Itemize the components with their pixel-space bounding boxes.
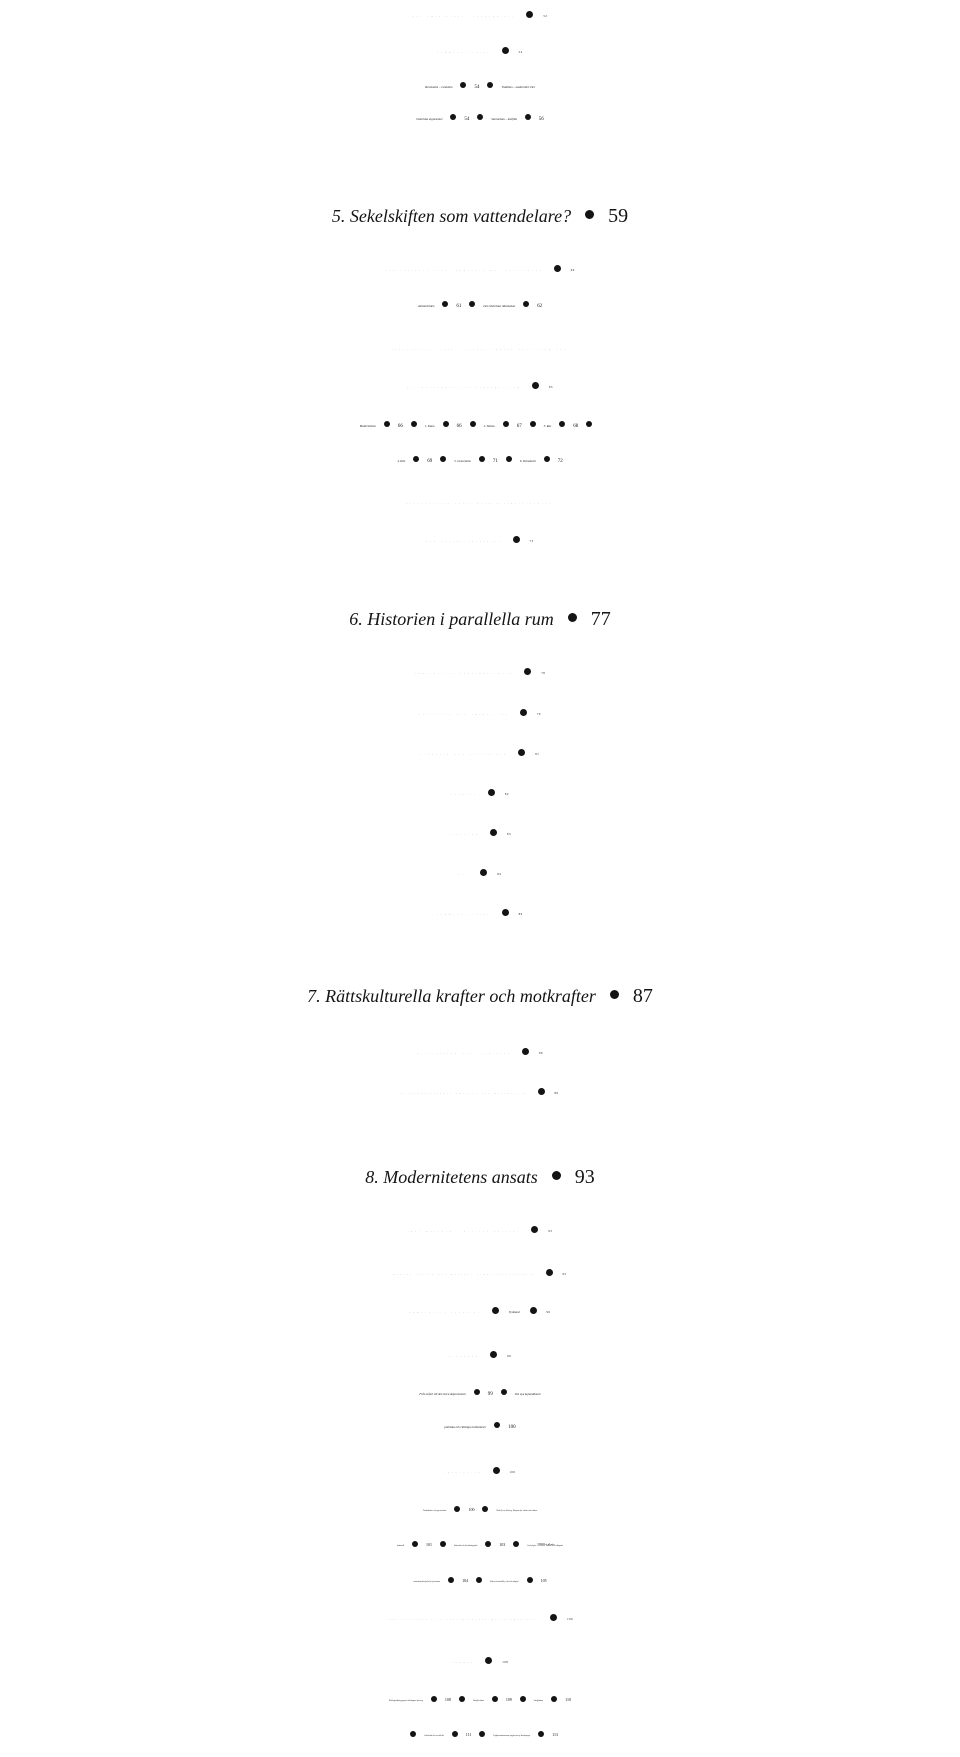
subentry-title: Det nya kejsardömets <box>514 1392 541 1396</box>
subentry-title: Ateismstriden <box>417 304 435 308</box>
subentry-title: Rikslagstiftning genom riksdagens försorg <box>389 1700 423 1702</box>
page-number: 54 <box>474 85 480 90</box>
toc-entry <box>0 1217 960 1247</box>
subentry-title: Revolution – evolution <box>425 85 453 89</box>
page-number: 72 <box>557 459 563 464</box>
bullet-icon <box>520 1696 526 1702</box>
page-number: 93 <box>548 1229 553 1233</box>
bullet-icon <box>506 456 512 462</box>
toc-entry <box>0 1458 960 1488</box>
toc-subentries <box>0 1495 960 1526</box>
page-number: 95 <box>562 1272 567 1276</box>
bullet-icon <box>470 421 476 427</box>
page-number: 89 <box>554 1091 559 1095</box>
subentry-title: Sociologin: <box>527 1545 537 1547</box>
entry-title: RÄTTSKULTURERNAS KRAFTER OCH MOTKRAFTER <box>401 1094 528 1095</box>
bullet-icon <box>544 456 550 462</box>
page-number: 73 <box>529 539 534 543</box>
subentry-title: 6. Demokrati <box>519 459 536 463</box>
page-number: 110 <box>565 1697 571 1702</box>
page-number: 106 <box>567 1617 574 1621</box>
bullet-icon <box>452 1731 458 1737</box>
entry-title: NATIONALROMANTISK KONSERVATISM <box>407 388 522 389</box>
entry-title: MODERN TEKNIK OCH MODERNA SAMHÄLLSINGENJÖRER <box>393 1275 536 1276</box>
toc-entry <box>0 1297 960 1328</box>
toc-subentries <box>0 1720 960 1751</box>
page-number: 103 <box>499 1542 506 1547</box>
toc-subentries <box>0 446 960 477</box>
bullet-icon <box>485 1541 491 1547</box>
page-number: 93 <box>574 1166 595 1188</box>
subentry-title: Lagkommentarerna speglar en ny kunskapsyn <box>493 1735 531 1737</box>
entry-title: SVERIGE <box>451 795 478 796</box>
toc-entry <box>0 491 960 519</box>
chapter-heading <box>0 194 960 238</box>
page-number: 67 <box>516 424 522 429</box>
page-number: 68 <box>573 424 579 429</box>
bullet-icon <box>459 1696 465 1702</box>
bullet-icon <box>552 1171 561 1180</box>
toc-entry <box>0 256 960 286</box>
subentry-title: 3. Ras <box>543 424 552 428</box>
bullet-icon <box>485 1657 492 1664</box>
subentry-title: 1. Klass <box>424 424 435 428</box>
bullet-icon <box>520 709 527 716</box>
page-number: 100 <box>468 1507 475 1512</box>
bullet-icon <box>384 421 390 427</box>
bullet-icon <box>442 301 448 307</box>
subentry-title: Samverkan – konflikt <box>491 117 517 121</box>
toc-entry <box>0 780 960 810</box>
bullet-icon <box>460 82 466 88</box>
entry-title: BAKGRUND <box>448 1357 481 1358</box>
chapter-heading <box>0 1155 960 1199</box>
bullet-icon <box>503 421 509 427</box>
entry-title: SEKELSKIFTET 1900: INTERNATIONELL SOCIALISM OCH <box>391 350 569 351</box>
subentry-title: Tyskland <box>508 1310 520 1314</box>
toc-entry <box>0 659 960 689</box>
bullet-icon <box>513 536 520 543</box>
toc-subentries <box>0 1566 960 1597</box>
subentry-title: 2. Nation <box>483 424 495 428</box>
page-number: 109 <box>505 1697 512 1702</box>
entry-title: NORMER <box>451 1663 476 1664</box>
subentry-title: ändamål <box>397 1545 405 1547</box>
subentry-title: Statsrätt och förvaltningsrätt <box>454 1545 478 1547</box>
toc-subentries <box>0 1530 960 1561</box>
bullet-icon <box>502 909 509 916</box>
bullet-icon <box>559 421 565 427</box>
subentry-title: Den historiska rättsskolan <box>483 304 516 308</box>
chapter-title: 8. Modernitetens ansats <box>365 1167 538 1187</box>
bullet-icon <box>454 1506 460 1512</box>
entry-title: IDEOLOGIER <box>444 1473 483 1474</box>
chapter-heading <box>0 597 960 641</box>
bullet-icon <box>474 1389 480 1395</box>
bullet-icon <box>413 456 419 462</box>
entry-title: RECEPTION OCH IMPOSITION <box>419 715 510 716</box>
bullet-icon <box>531 1226 538 1233</box>
toc-subentries <box>0 1685 960 1716</box>
toc-entry <box>0 860 960 890</box>
bullet-icon <box>538 1731 544 1737</box>
bullet-icon <box>440 1541 446 1547</box>
page-number: 113 <box>552 1732 558 1737</box>
page-number: 54 <box>518 50 523 54</box>
toc-entry <box>0 1260 960 1290</box>
bullet-icon <box>479 456 485 462</box>
toc-subentries <box>0 411 960 442</box>
subentry-title: Pandektister och germanister <box>422 1510 447 1512</box>
chapter-title: 6. Historien i parallella rum <box>349 609 554 629</box>
subentry-title: viktigaste <box>555 1545 563 1547</box>
page-number: 89 <box>538 1051 543 1055</box>
entry-title: SAMMANFATTNING <box>437 53 492 54</box>
toc-entry <box>0 900 960 930</box>
page-number: 111 <box>465 1732 472 1737</box>
bullet-icon <box>532 382 539 389</box>
toc-entry <box>0 740 960 770</box>
toc-entry <box>0 527 960 557</box>
page-number: 69 <box>427 459 433 464</box>
bullet-icon <box>488 789 495 796</box>
bullet-icon <box>527 1577 533 1583</box>
bullet-icon <box>494 1422 500 1428</box>
bullet-icon <box>469 301 475 307</box>
page-number: 83 <box>507 832 511 836</box>
subentry-title: vetenskapsdisciplin för juristerna <box>413 1581 441 1583</box>
toc-entry <box>0 1342 960 1372</box>
page-number: 62 <box>537 304 543 309</box>
page-number: 108 <box>444 1697 451 1702</box>
page-number: 87 <box>632 985 653 1007</box>
toc-subentries <box>0 1412 960 1443</box>
toc-entry <box>0 1079 960 1109</box>
page-number: 99 <box>487 1392 493 1397</box>
entry-title: FÖRFATTNINGEN I EN ”TRIUMFERANDE MILITÄRMONARKI” <box>386 1620 541 1621</box>
page-number: 108 <box>502 1660 509 1664</box>
bullet-icon <box>530 1307 537 1314</box>
bullet-icon <box>522 1048 529 1055</box>
entry-title: ”DET MULLRAR I RÄTTENS KRATER” <box>407 1232 522 1233</box>
bullet-icon <box>477 114 483 120</box>
page-number: 100 <box>508 1425 516 1430</box>
bullet-icon <box>550 1614 557 1621</box>
bullet-icon <box>538 1088 545 1095</box>
toc-entry <box>0 337 960 365</box>
page-number: 63 <box>548 385 553 389</box>
subentry-title: politiska och rättsliga institutioner <box>444 1425 487 1429</box>
bullet-icon <box>586 421 592 427</box>
subentry-title: historiska argumentet <box>416 117 443 121</box>
bullet-icon <box>585 210 594 219</box>
page-number: 52 <box>543 14 548 18</box>
page-number: 86 <box>518 912 523 916</box>
toc-entry <box>0 373 960 403</box>
entry-title: KOMPARATIVA KONSTRUKTIONER <box>414 674 515 675</box>
page-number: 78 <box>541 671 546 675</box>
page-number: 100 <box>509 1470 516 1474</box>
bullet-icon <box>610 990 619 999</box>
page-number: 101 <box>426 1542 433 1547</box>
subentry-title: Tradition – modernitet: Det <box>501 85 535 89</box>
bullet-icon <box>411 421 417 427</box>
page-number: 71 <box>492 459 498 464</box>
page-number: 81 <box>535 752 540 756</box>
bullet-icon <box>412 1541 418 1547</box>
bullet-icon <box>487 82 493 88</box>
toc-entry <box>0 1648 960 1678</box>
entry-title: DET AMERIKANSKA ÅRHUNDRADET <box>412 17 517 18</box>
page-number: 66 <box>397 424 403 429</box>
page-number: 77 <box>590 608 611 630</box>
bullet-icon <box>524 668 531 675</box>
entry-title: SEKELSKIFTET 2000: RETRADITIONALISERING <box>406 504 554 505</box>
subentry-title: Arbetsrätt och socialrätt <box>424 1735 444 1737</box>
toc-entry <box>0 700 960 730</box>
entry-title: SAMMANFATTNING <box>437 915 492 916</box>
subentry-title: Straffrätten <box>533 1700 544 1702</box>
bullet-icon <box>490 829 497 836</box>
page-number: 84 <box>497 872 502 876</box>
page-number: 54 <box>464 117 470 122</box>
bullet-icon <box>448 1577 454 1583</box>
page-number: 56 <box>538 117 544 122</box>
bullet-icon <box>480 869 487 876</box>
toc-subentries <box>0 291 960 322</box>
page-number: 99 <box>507 1354 512 1358</box>
chapter-title: 5. Sekelskiften som vattendelare? <box>331 206 572 226</box>
bullet-icon <box>523 301 529 307</box>
page-number: 59 <box>608 205 629 227</box>
subentry-title: Rudolf von Jhering: Kampen för rätten och rättens <box>496 1510 538 1512</box>
entry-title: USA <box>458 875 471 876</box>
bullet-icon <box>482 1506 488 1512</box>
bullet-icon <box>431 1696 437 1702</box>
bullet-icon <box>450 114 456 120</box>
page-number: 105 <box>540 1578 547 1583</box>
bullet-icon <box>479 1731 485 1737</box>
subentry-title: Familjerätten <box>472 1700 484 1702</box>
subentry-title: Rätt och samhälle, rätt och religion <box>490 1581 519 1583</box>
subentry-title: Från eufori till den stora depressionen <box>419 1392 466 1396</box>
bullet-icon <box>492 1307 499 1314</box>
bullet-icon <box>513 1541 519 1547</box>
bullet-icon <box>443 421 449 427</box>
entry-title: OCH DESEKULARISERING <box>426 542 503 543</box>
subentry-title: 5. Generation <box>454 459 471 463</box>
page-number: 66 <box>456 424 462 429</box>
entry-title: SEKELSKIFTET 1800: ROMANTIK MOT UPPLYSNING <box>385 271 544 272</box>
toc-entry <box>0 38 960 68</box>
bullet-icon <box>502 47 509 54</box>
entry-title: RÄTTIGHETER OCH INTRESSEN <box>417 1054 512 1055</box>
bullet-icon <box>551 1696 557 1702</box>
bullet-icon <box>518 749 525 756</box>
chapter-title: 7. Rättskulturella krafter och motkrafter <box>307 986 596 1006</box>
page-number: 96 <box>546 1310 551 1314</box>
page-number: 60 <box>570 268 575 272</box>
bullet-icon <box>440 456 446 462</box>
bullet-icon <box>568 613 577 622</box>
toc-subentries <box>0 1379 960 1410</box>
bullet-icon <box>492 1696 498 1702</box>
bullet-icon <box>554 265 561 272</box>
entry-title: LIKHETER OCH SKILLNADER <box>420 755 509 756</box>
toc-subentries <box>0 104 960 135</box>
entry-title: TYSKLAND <box>449 835 480 836</box>
toc-entry <box>0 2 960 32</box>
bullet-icon <box>501 1389 507 1395</box>
toc-entry <box>0 1605 960 1635</box>
bullet-icon <box>530 421 536 427</box>
toc-entry <box>0 820 960 850</box>
bullet-icon <box>493 1467 500 1474</box>
page-number: 79 <box>536 712 541 716</box>
page-number: 1900-talets <box>537 1542 555 1547</box>
bullet-icon <box>526 11 533 18</box>
subentry-title: Moderniteten <box>359 424 376 428</box>
page-number: 82 <box>504 792 509 796</box>
subentry-title: 4. Kön <box>397 459 406 463</box>
toc-subentries <box>0 72 960 103</box>
bullet-icon <box>546 1269 553 1276</box>
bullet-icon <box>476 1577 482 1583</box>
page-number: 61 <box>456 304 462 309</box>
entry-title: KOMPARATIV ÖVERSIKT <box>409 1313 482 1314</box>
toc-entry <box>0 1039 960 1069</box>
bullet-icon <box>525 114 531 120</box>
page-number: 104 <box>462 1578 469 1583</box>
bullet-icon <box>410 1731 416 1737</box>
bullet-icon <box>490 1351 497 1358</box>
chapter-heading <box>0 974 960 1018</box>
